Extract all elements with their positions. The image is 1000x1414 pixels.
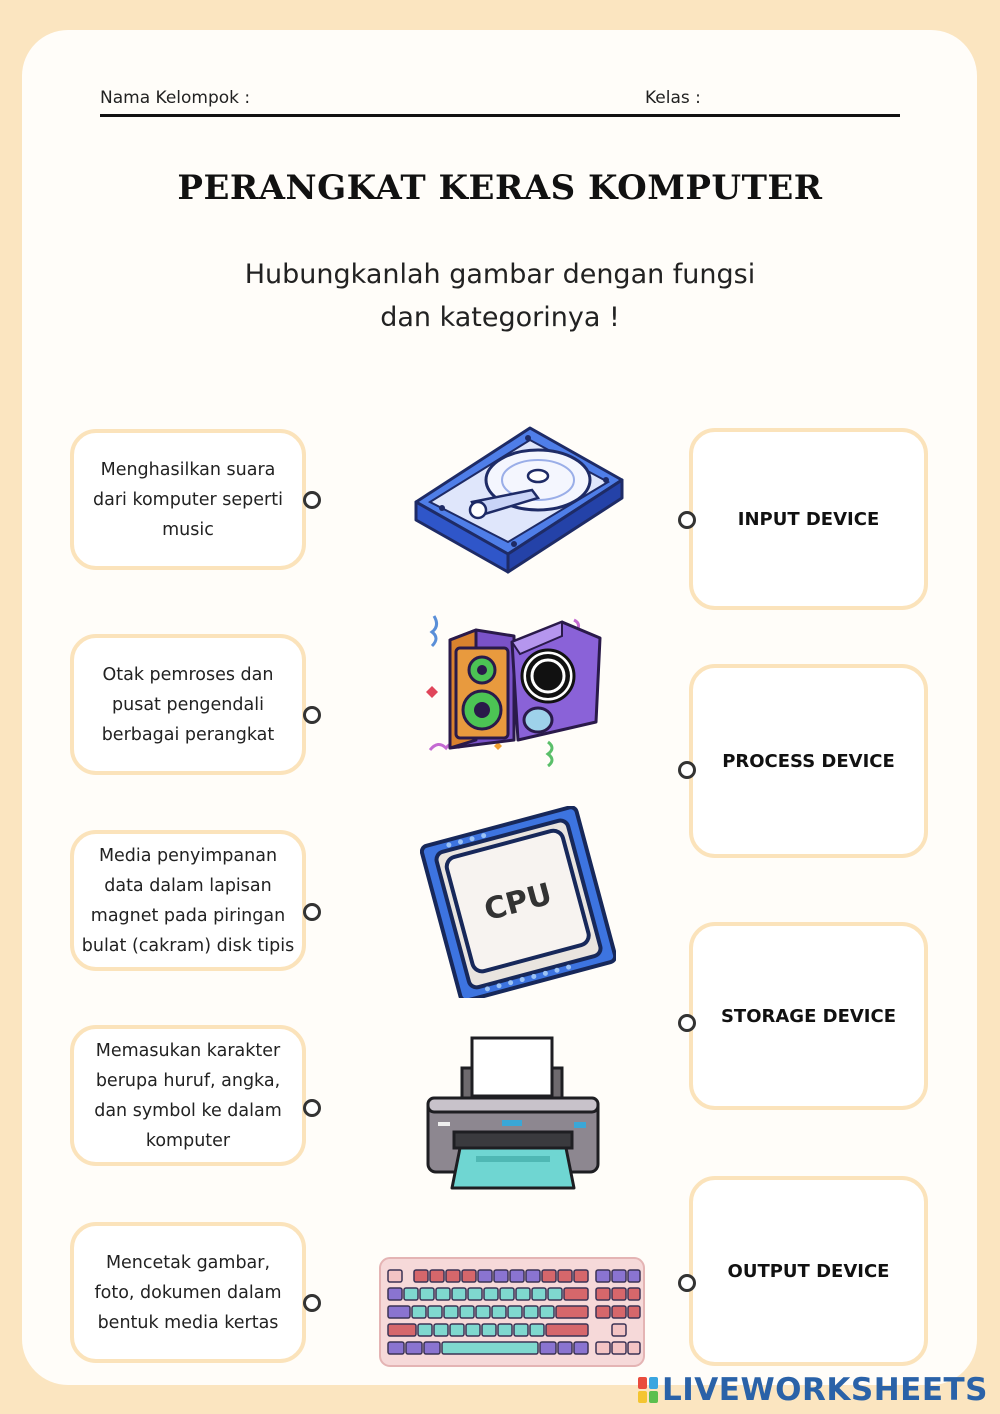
category-label: STORAGE DEVICE	[720, 1005, 897, 1027]
category-box-process	[689, 664, 928, 858]
function-text: komputer	[145, 1130, 231, 1151]
hard-disk-icon[interactable]	[412, 424, 626, 574]
instruction-line-1: Hubungkanlah gambar dengan fungsi	[244, 259, 756, 290]
function-text: Otak pemroses dan	[102, 664, 274, 685]
function-text: bentuk media kertas	[97, 1312, 279, 1333]
function-text: pusat pengendali	[112, 694, 264, 715]
speakers-icon[interactable]	[424, 612, 614, 767]
cpu-label: CPU	[480, 876, 556, 929]
function-box-4	[70, 1025, 306, 1166]
function-text: Media penyimpanan	[98, 845, 278, 866]
category-label: OUTPUT DEVICE	[727, 1260, 890, 1282]
category-output-connector[interactable]	[678, 1274, 696, 1292]
function-box-3	[70, 830, 306, 971]
liveworksheets-logo	[638, 1372, 988, 1408]
function-text: Mencetak gambar,	[105, 1252, 271, 1273]
function-text: berupa huruf, angka,	[95, 1070, 281, 1091]
brand-name: LIVEWORKSHEETS	[662, 1372, 988, 1408]
page-title: PERANGKAT KERAS KOMPUTER	[177, 168, 823, 208]
class-label: Kelas :	[645, 88, 701, 108]
function-text: dari komputer seperti	[93, 489, 283, 510]
category-label: PROCESS DEVICE	[722, 750, 895, 772]
category-box-storage	[689, 922, 928, 1110]
function-text: data dalam lapisan	[104, 875, 272, 896]
category-label: INPUT DEVICE	[737, 508, 880, 530]
function-4-connector[interactable]	[303, 1099, 321, 1117]
function-text: foto, dokumen dalam	[94, 1282, 282, 1303]
category-box-input	[689, 428, 928, 610]
function-text: berbagai perangkat	[101, 724, 275, 745]
category-storage-connector[interactable]	[678, 1014, 696, 1032]
instruction	[0, 253, 1000, 339]
keyboard-icon[interactable]	[378, 1256, 646, 1368]
printer-icon[interactable]	[424, 1036, 602, 1192]
category-box-output	[689, 1176, 928, 1366]
function-text: music	[162, 519, 214, 540]
category-input-connector[interactable]	[678, 511, 696, 529]
function-2-connector[interactable]	[303, 706, 321, 724]
function-text: Memasukan karakter	[95, 1040, 281, 1061]
function-box-1	[70, 429, 306, 570]
function-text: dan symbol ke dalam	[94, 1100, 282, 1121]
logo-mark-icon	[638, 1377, 658, 1403]
function-box-5	[70, 1222, 306, 1363]
instruction-line-2: dan kategorinya !	[380, 302, 620, 333]
group-name-label: Nama Kelompok :	[100, 88, 251, 108]
function-3-connector[interactable]	[303, 903, 321, 921]
header-underline	[100, 114, 900, 117]
cpu-chip-icon[interactable]	[420, 806, 616, 998]
function-box-2	[70, 634, 306, 775]
function-text: Menghasilkan suara	[100, 459, 276, 480]
category-process-connector[interactable]	[678, 761, 696, 779]
function-text: bulat (cakram) disk tipis	[81, 935, 295, 956]
function-5-connector[interactable]	[303, 1294, 321, 1312]
function-text: magnet pada piringan	[90, 905, 286, 926]
function-1-connector[interactable]	[303, 491, 321, 509]
